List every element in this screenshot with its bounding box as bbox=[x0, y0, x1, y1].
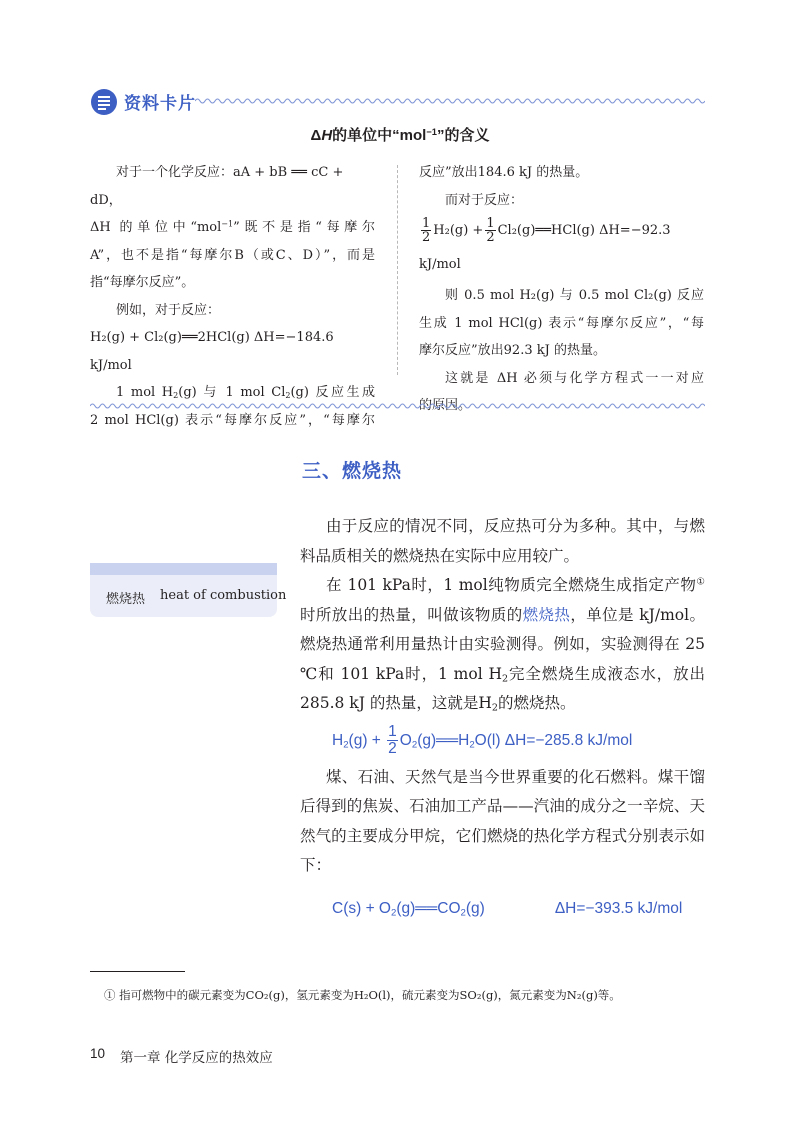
column-divider bbox=[397, 165, 398, 375]
card-bottom-wave-divider bbox=[90, 402, 705, 410]
glossary-term-en: heat of combustion bbox=[160, 588, 287, 603]
section-title: 三、燃烧热 bbox=[302, 461, 403, 482]
chapter-label: 第一章 化学反应的热效应 bbox=[120, 1050, 273, 1066]
glossary-term-bar bbox=[90, 563, 277, 575]
card-heading: ΔH的单位中“mol$^{-1}$”的含义 bbox=[310, 126, 490, 144]
card-left-column: 对于一个化学反应：aA + bB ══ cC + dD， ΔH 的单位中“mol$^{-1}$”既不是指“每摩尔 A”，也不是指“每摩尔B（或C、D）”，而是 指“每摩尔反应”。 例如，对于反应： H₂(g) + Cl₂(g)══2HCl(g) ΔH=−184.6 kJ/mol 1 mol $H_2(g)$ 与 1 mol $Cl_2(g)$ 反应生成 2 mol HCl(g) 表示“每摩尔反应”，“每摩尔 bbox=[90, 165, 375, 428]
glossary-term-zh: 燃烧热 bbox=[106, 592, 146, 607]
page-number: 10 bbox=[90, 1046, 106, 1061]
equation-carbon: $C(s) + O_2(g)══CO_2(g)$ ΔH=−393.5 kJ/mol bbox=[332, 899, 683, 918]
footnote-rule bbox=[90, 971, 185, 972]
footnote: ① 指可燃物中的碳元素变为CO₂(g)，氢元素变为H₂O(l)，硫元素变为SO₂(g)，氮元素变为N₂(g)等。 bbox=[104, 988, 621, 1002]
paragraph-fossil-fuels: 煤、石油、天然气是当今世界重要的化石燃料。煤干馏后得到的焦炭、石油加工产品——汽油的成分之一辛烷、天然气的主要成分甲烷，它们燃烧的热化学方程式分别表示如下： bbox=[300, 767, 705, 874]
paragraph-intro: 由于反应的情况不同，反应热可分为多种。其中，与燃料品质相关的燃烧热在实际中应用较广。 bbox=[300, 517, 705, 565]
paragraph-definition: 在 101 kPa时，1 mol纯物质完全燃烧生成指定产物①时所放出的热量，叫做该物质的燃烧热，单位是 kJ/mol。燃烧热通常利用量热计由实验测得。例如，实验测得在 25 ℃和 101 kPa时，1 mol $H_2$完全燃烧生成液态水，放出 285.8 kJ 的热量，这就是$H_2$的燃烧热。 bbox=[300, 576, 705, 714]
card-top-wave-divider bbox=[195, 97, 705, 105]
equation-hydrogen: $H_2(g)$ + $\frac{1}{2}$ $O_2(g)══H_2O(l)$ ΔH=−285.8 kJ/mol bbox=[332, 723, 633, 757]
term-highlight: 燃烧热 bbox=[522, 605, 571, 624]
card-right-column: 反应”放出184.6 kJ 的热量。 而对于反应： $\frac{1}{2}$ H₂(g) + $\frac{1}{2}$ Cl₂(g)══HCl(g) ΔH=−92.3 kJ/mol 则 0.5 mol H₂(g) 与 0.5 mol Cl₂(g) 反应 生成 1 mol HCl(g) 表示“每摩尔反应”，“每 摩尔反应”放出92.3 kJ 的热量。 这就是 ΔH 必须与化学方程式一一对应 的原因。 bbox=[419, 165, 704, 413]
card-title: 资料卡片 bbox=[124, 94, 196, 113]
section-body bbox=[300, 512, 705, 937]
document-icon bbox=[90, 88, 118, 116]
